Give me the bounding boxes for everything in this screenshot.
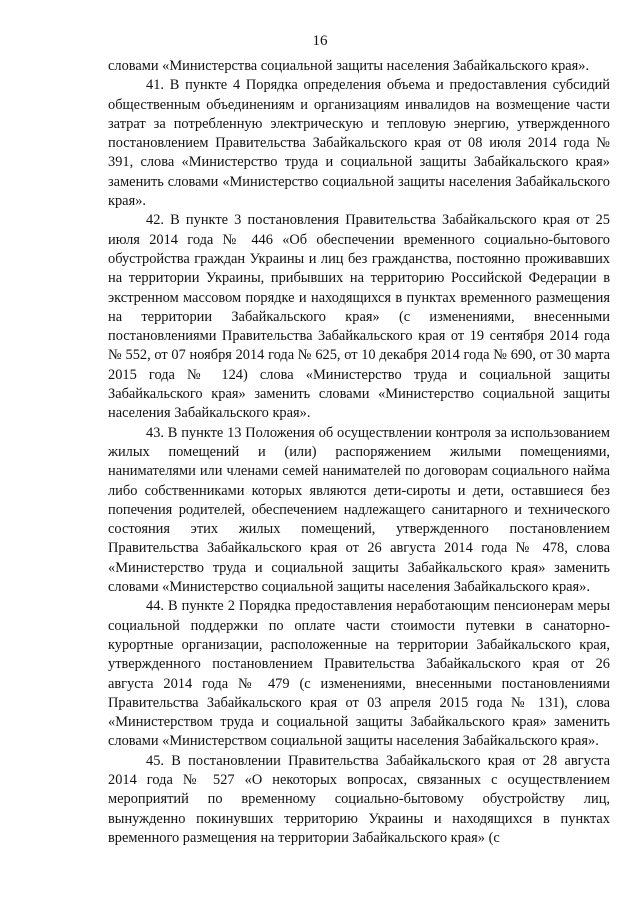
page-number: 16 [312,33,328,49]
paragraph-41: 41. В пункте 4 Порядка определения объема и предоставления субсидий общественным объединениям и организациям инвалидов на возмещение части затрат за потребленную электрическую и тепловую энергию, утвержденного постановлением Правительства Забайкальского края от 08 июля 2014 года № 391, слова «Министерство труда и социальной защиты Забайкальского края» заменить словами «Министерство социальной защиты населения Забайкальского края». [108,77,610,210]
paragraph-44: 44. В пункте 2 Порядка предоставления неработающим пенсионерам меры социальной поддержки по оплате части стоимости путевки в санаторно-курортные организации, расположенные на территории Забайкальского края, утвержденного постановлением Правительства Забайкальского края от 26 августа 2014 года № 479 (с изменениями, внесенными постановлениями Правительства Забайкальского края от 03 апреля 2015 года № 131), слова «Министерством труда и социальной защиты Забайкальского края» заменить словами «Министерством социальной защиты населения Забайкальского края». [108,598,610,750]
paragraph-45: 45. В постановлении Правительства Забайкальского края от 28 августа 2014 года № 527 «О некоторых вопросах, связанных с осуществлением мероприятий по временному социально-бытовому обустройству лиц, вынужденно покинувших территорию Украины и находящихся в пунктах временного размещения на территории Забайкальского края» (с [108,752,610,846]
document-body [108,57,610,848]
paragraph-43: 43. В пункте 13 Положения об осуществлении контроля за использованием жилых помещений и (или) распоряжением жилыми помещениями, нанимателями или членами семей нанимателей по договорам социального найма либо собственниками которых являются дети-сироты и дети, оставшиеся без попечения родителей, обеспечением надлежащего санитарного и технического состояния этих жилых помещений, утвержденного постановлением Правительства Забайкальского края от 26 августа 2014 года № 478, слова «Министерство труда и социальной защиты Забайкальского края» заменить словами «Министерство социальной защиты населения Забайкальского края». [108,424,610,596]
paragraph-42: 42. В пункте 3 постановления Правительства Забайкальского края от 25 июля 2014 года № 446 «Об обеспечении временного социально-бытового обустройства граждан Украины и лиц без гражданства, постоянно проживавших на территории Украины, прибывших на территорию Российской Федерации в экстренном массовом порядке и находящихся в пунктах временного размещения на территории Забайкальского края» (с изменениями, внесенными постановлениями Правительства Забайкальского края от 19 сентября 2014 года № 552, от 07 ноября 2014 года № 625, от 10 декабря 2014 года № 690, от 30 марта 2015 года № 124) слова «Министерство труда и социальной защиты Забайкальского края» заменить словами «Министерство социальной защиты населения Забайкальского края». [108,212,610,422]
paragraph-continuation: словами «Министерства социальной защиты населения Забайкальского края». [108,58,590,74]
